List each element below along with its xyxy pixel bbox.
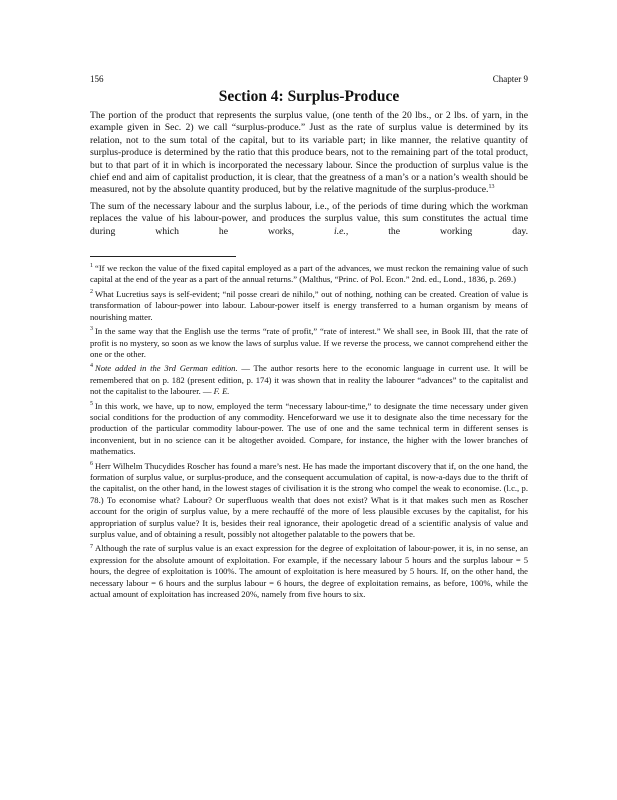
footnote-1	[90, 263, 528, 286]
body-paragraph-2-text-b: the working day.	[348, 225, 529, 237]
footnote-marker: 4	[90, 363, 93, 370]
body-paragraph-2-text-a: The sum of the necessary labour and the surplus labour, i.e., of the periods of time during which the workman replaces the value of his labour-power, and produces the surplus value, this sum constitutes the actual time during which he works,	[90, 200, 528, 237]
chapter-label: Chapter 9	[492, 74, 528, 84]
footnote-4	[90, 363, 528, 397]
footnote-text: Herr Wilhelm Thucydides Roscher has found a mare’s nest. He has made the important discovery that if, on the one hand, the formation of surplus value, or surplus-produce, and the consequent accumulation of capital, is now-a-days due to the thrift of the capitalist, on the other hand, in the lowest stages of civilisation it is the strong who compel the weak to economise. (l.c., p. 78.) To economise what? Labour? Or superfluous wealth that does not exist? What is it that makes such men as Roscher account for the origin of surplus value, by a mere rechauffé of the more of less plausible excuses by the capitalist, for his appropriation of surplus value? It is, besides their real ignorance, their apologetic dread of a scientific analysis of value and surplus value, and of obtaining a result, possibly not altogether palatable to the powers that be.	[90, 460, 528, 539]
footnote-text: “If we reckon the value of the fixed capital employed as a part of the advances, we must reckon the remaining value of such capital at the end of the year as a part of the annual returns.” (Malthus, “Princ. of Pol. Econ.” 2nd. ed., Lond., 1836, p. 269.)	[90, 263, 528, 285]
footnote-ref-13: 13	[488, 184, 495, 191]
body-paragraph-2	[90, 201, 528, 238]
footnote-italic-lead: Note added in the 3rd German edition.	[95, 363, 238, 374]
body-paragraph-2-ie: i.e.,	[334, 225, 349, 237]
footnote-divider	[90, 256, 236, 257]
footnote-marker: 3	[90, 326, 93, 333]
footnote-7	[90, 543, 528, 600]
body-paragraph-1-text: The portion of the product that represents the surplus value, (one tenth of the 20 lbs., or 2 lbs. of yarn, in the example given in Sec. 2) we call “surplus-produce.” Just as the rate of surplus value is determined by its relation, not to the sum total of the capital, but to its variable part; in like manner, the relative quantity of surplus-produce is determined by the ratio that this produce bears, not to the remaining part of the total product, but to that part of it in which is incorporated the necessary labour. Since the production of surplus value is the chief end and aim of capitalist production, it is clear, that the greatness of a man’s or a nation’s wealth should be measured, not by the absolute quantity produced, but by the relative magnitude of the surplus-produce.	[90, 110, 528, 196]
footnote-text: What Lucretius says is self-evident; “nil posse creari de nihilo,” out of nothing, nothing can be created. Creation of value is transformation of labour-power into labour. Labour-power itself is energy transferred to a human organism by means of nourishing matter.	[90, 288, 528, 322]
footnote-marker: 5	[90, 400, 93, 407]
footnote-marker: 1	[90, 263, 93, 270]
footnote-5	[90, 401, 528, 458]
section-title: Section 4: Surplus-Produce	[218, 88, 400, 105]
running-head	[90, 74, 528, 84]
footnote-italic-tail: F. E.	[213, 386, 230, 397]
footnote-marker: 6	[90, 460, 93, 467]
page-number: 156	[90, 74, 104, 84]
footnote-2	[90, 289, 528, 323]
footnote-text: — The author resorts here to the economic language in current use. It will be remembered that on p. 182 (present edition, p. 174) it was shown that in reality the labourer “advances” to the capitalist and not the capitalist to the labourer. —	[90, 363, 528, 397]
footnote-6	[90, 461, 528, 541]
footnote-marker: 2	[90, 289, 93, 296]
footnote-text: In this work, we have, up to now, employed the term “necessary labour-time,” to designate the time necessary under given social conditions for the production of any commodity. Henceforward we use it to designate also the time necessary for the production of the particular commodity labour-power. The use of one and the same technical term in different senses is inconvenient, but in no science can it be altogether avoided. Compare, for instance, the higher with the lower branches of mathematics.	[90, 400, 528, 457]
body-paragraph-1	[90, 110, 528, 197]
footnote-text: In the same way that the English use the terms “rate of profit,” “rate of interest.” We shall see, in Book III, that the rate of profit is no mystery, so soon as we know the laws of surplus value. If we reverse the process, we cannot comprehend either the one or the other.	[90, 326, 528, 359]
footnote-3	[90, 326, 528, 360]
page	[90, 74, 528, 603]
footnote-marker: 7	[90, 543, 93, 550]
footnote-text: Although the rate of surplus value is an exact expression for the degree of exploitation of labour-power, it is, in no sense, an expression for the absolute amount of exploitation. For example, if the necessary labour 5 hours and the surplus labour = 5 hours, the degree of exploitation is 100%. The amount of exploitation is here measured by 5 hours. If, on the other hand, the necessary labour = 6 hours and the surplus labour = 6 hours, the degree of exploitation remains, as before, 100%, while the actual amount of exploitation has increased 20%, namely from five hours to six.	[90, 543, 528, 600]
